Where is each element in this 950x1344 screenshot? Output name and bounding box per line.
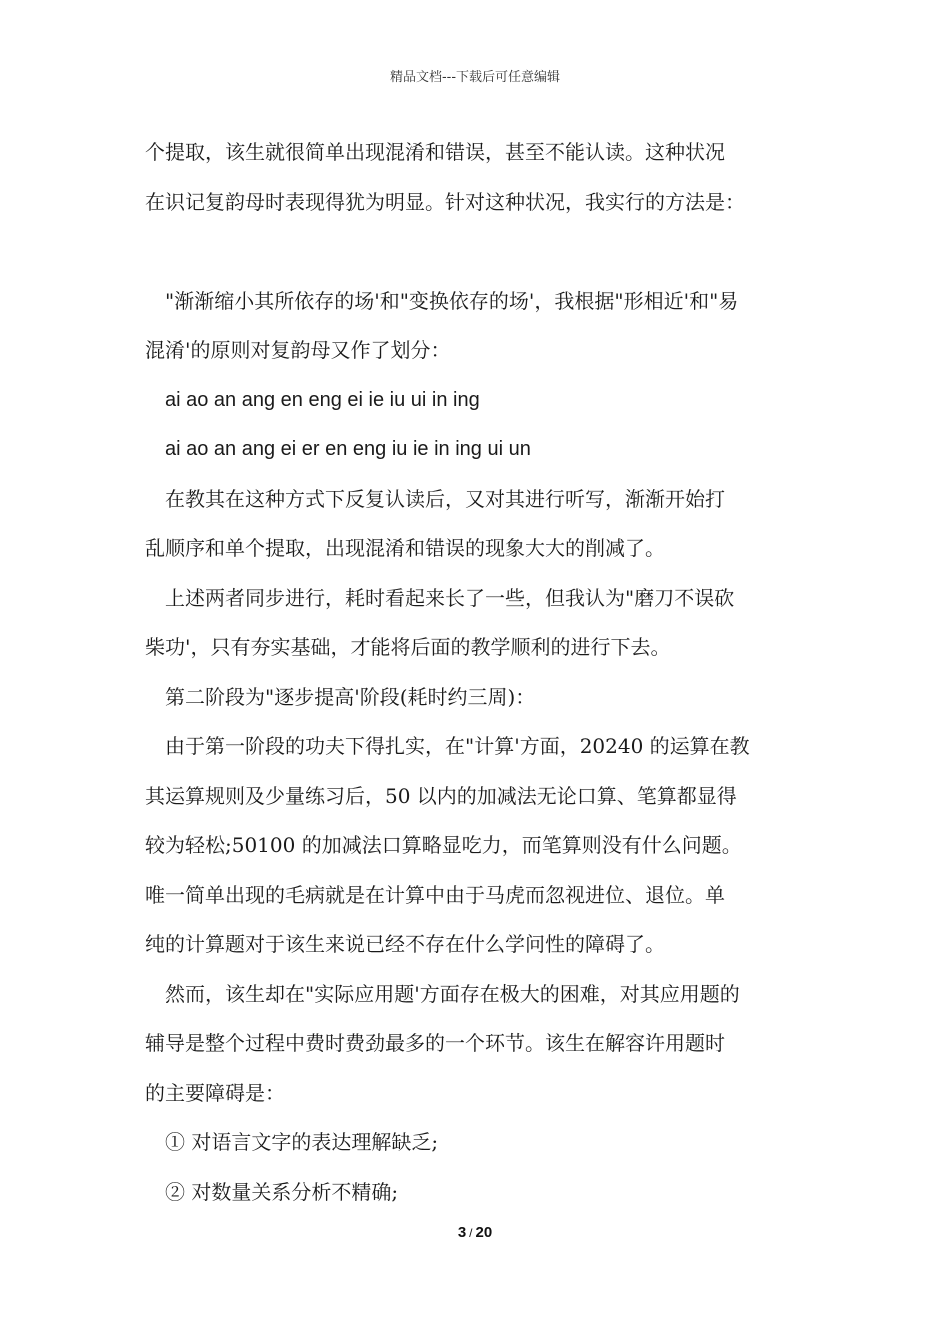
paragraph-line: 在识记复韵母时表现得犹为明显。针对这种状况，我实行的方法是： (145, 189, 745, 214)
page-current: 3 (457, 1224, 467, 1241)
document-body (145, 128, 805, 1217)
paragraph-line: 唯一简单出现的毛病就是在计算中由于马虎而忽视进位、退位。单 (145, 882, 725, 907)
section-heading-line: 第二阶段为"逐步提高'阶段(耗时约三周)： (165, 684, 536, 709)
document-header: 精品文档---下载后可任意编辑 (389, 70, 561, 85)
paragraph-line: 其运算规则及少量练习后，50 以内的加减法无论口算、笔算都显得 (145, 783, 737, 808)
paragraph-line: 混淆'的原则对复韵母又作了划分： (145, 338, 451, 362)
blank-line (145, 227, 805, 277)
paragraph-line: 较为轻松;50100 的加减法口算略显吃力，而笔算则没有什么问题。 (145, 833, 742, 857)
paragraph-line: "渐渐缩小其所依存的场'和"变换依存的场'，我根据"形相近'和"易 (165, 288, 739, 313)
page-total: 20 (475, 1224, 493, 1241)
paragraph-line: 个提取，该生就很简单出现混淆和错误，甚至不能认读。这种状况 (145, 140, 725, 164)
paragraph-line: 辅导是整个过程中费时费劲最多的一个环节。该生在解容许用题时 (145, 1031, 725, 1055)
paragraph-line: 柴功'，只有夯实基础，才能将后面的教学顺利的进行下去。 (145, 635, 671, 659)
paragraph-line: 由于第一阶段的功夫下得扎实，在"计算'方面，20240 的运算在教 (165, 734, 750, 758)
list-item: ① 对语言文字的表达理解缺乏; (165, 1130, 439, 1154)
paragraph-line: 的主要障碍是： (145, 1080, 285, 1105)
paragraph-line: 上述两者同步进行，耗时看起来长了一些，但我认为"磨刀不误砍 (165, 585, 735, 610)
paragraph-line: 乱顺序和单个提取，出现混淆和错误的现象大大的削减了。 (145, 536, 665, 560)
page-number (0, 1224, 950, 1241)
list-item: ② 对数量关系分析不精确; (165, 1179, 399, 1204)
pinyin-line: ai ao an ang en eng ei ie iu ui in ing (165, 388, 480, 411)
paragraph-line: 纯的计算题对于该生来说已经不存在什么学问性的障碍了。 (145, 932, 665, 956)
paragraph-line: 在教其在这种方式下反复认读后，又对其进行听写，渐渐开始打 (165, 486, 725, 511)
pinyin-line: ai ao an ang ei er en eng iu ie in ing ui un (165, 438, 531, 460)
page-separator: / (469, 1226, 473, 1240)
paragraph-line: 然而，该生却在"实际应用题'方面存在极大的困难，对其应用题的 (165, 981, 740, 1006)
